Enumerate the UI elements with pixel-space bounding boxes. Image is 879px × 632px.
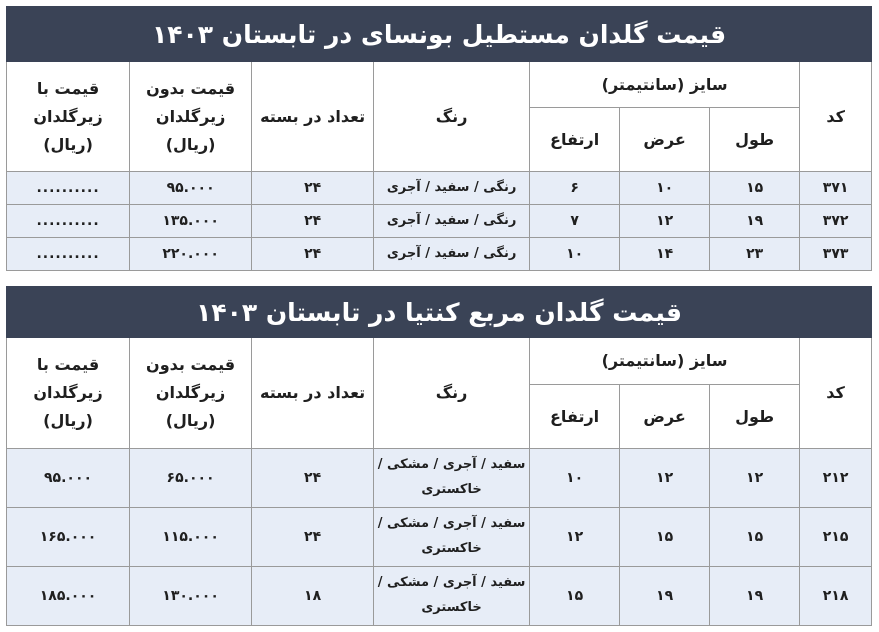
price-table-square-kentia bbox=[6, 286, 872, 626]
cell-price-without-saucer: ۱۱۵.۰۰۰ bbox=[130, 508, 252, 567]
cell-price-with-saucer: .......... bbox=[7, 238, 130, 271]
header-length: طول bbox=[710, 385, 800, 449]
header-height: ارتفاع bbox=[530, 385, 620, 449]
cell-count: ۲۴ bbox=[252, 238, 374, 271]
cell-code: ۳۷۲ bbox=[800, 205, 872, 238]
table-title: قیمت گلدان مستطیل بونسای در تابستان ۱۴۰۳ bbox=[7, 7, 872, 62]
table-row bbox=[7, 172, 872, 205]
header-price-with-saucer: قیمت با زیرگلدان (ریال) bbox=[7, 62, 130, 172]
cell-price-with-saucer: ۹۵.۰۰۰ bbox=[7, 449, 130, 508]
cell-length: ۲۳ bbox=[710, 238, 800, 271]
table-row bbox=[7, 449, 872, 508]
cell-count: ۱۸ bbox=[252, 567, 374, 626]
cell-code: ۲۱۸ bbox=[800, 567, 872, 626]
cell-price-without-saucer: ۶۵.۰۰۰ bbox=[130, 449, 252, 508]
table-row bbox=[7, 238, 872, 271]
cell-width: ۱۵ bbox=[620, 508, 710, 567]
cell-price-with-saucer: ۱۶۵.۰۰۰ bbox=[7, 508, 130, 567]
cell-code: ۲۱۵ bbox=[800, 508, 872, 567]
cell-length: ۱۵ bbox=[710, 172, 800, 205]
cell-count: ۲۴ bbox=[252, 172, 374, 205]
header-width: عرض bbox=[620, 385, 710, 449]
cell-price-without-saucer: ۹۵.۰۰۰ bbox=[130, 172, 252, 205]
table-row bbox=[7, 567, 872, 626]
cell-color: رنگی / سفید / آجری bbox=[374, 172, 530, 205]
cell-width: ۱۴ bbox=[620, 238, 710, 271]
cell-color: رنگی / سفید / آجری bbox=[374, 238, 530, 271]
header-size: سایز (سانتیمتر) bbox=[530, 338, 800, 385]
cell-height: ۷ bbox=[530, 205, 620, 238]
cell-price-without-saucer: ۱۳۵.۰۰۰ bbox=[130, 205, 252, 238]
cell-height: ۱۰ bbox=[530, 238, 620, 271]
cell-height: ۱۰ bbox=[530, 449, 620, 508]
cell-count: ۲۴ bbox=[252, 449, 374, 508]
header-count: تعداد در بسته bbox=[252, 62, 374, 172]
cell-price-with-saucer: ۱۸۵.۰۰۰ bbox=[7, 567, 130, 626]
cell-width: ۱۰ bbox=[620, 172, 710, 205]
cell-width: ۱۲ bbox=[620, 449, 710, 508]
table-row bbox=[7, 205, 872, 238]
cell-count: ۲۴ bbox=[252, 205, 374, 238]
cell-count: ۲۴ bbox=[252, 508, 374, 567]
cell-width: ۱۲ bbox=[620, 205, 710, 238]
cell-height: ۶ bbox=[530, 172, 620, 205]
cell-width: ۱۹ bbox=[620, 567, 710, 626]
header-color: رنگ bbox=[374, 62, 530, 172]
cell-color: سفید / آجری / مشکی / خاکستری bbox=[374, 449, 530, 508]
table-title: قیمت گلدان مربع کنتیا در تابستان ۱۴۰۳ bbox=[7, 287, 872, 338]
cell-code: ۲۱۲ bbox=[800, 449, 872, 508]
cell-color: رنگی / سفید / آجری bbox=[374, 205, 530, 238]
header-size: سایز (سانتیمتر) bbox=[530, 62, 800, 108]
table-row bbox=[7, 508, 872, 567]
cell-price-without-saucer: ۱۳۰.۰۰۰ bbox=[130, 567, 252, 626]
header-price-without-saucer: قیمت بدون زیرگلدان (ریال) bbox=[130, 338, 252, 449]
cell-price-with-saucer: .......... bbox=[7, 172, 130, 205]
cell-color: سفید / آجری / مشکی / خاکستری bbox=[374, 508, 530, 567]
header-code: کد bbox=[800, 338, 872, 449]
cell-color: سفید / آجری / مشکی / خاکستری bbox=[374, 567, 530, 626]
header-price-with-saucer: قیمت با زیرگلدان (ریال) bbox=[7, 338, 130, 449]
cell-code: ۳۷۳ bbox=[800, 238, 872, 271]
cell-length: ۱۹ bbox=[710, 205, 800, 238]
price-table-rectangular-bonsai bbox=[6, 6, 872, 271]
header-color: رنگ bbox=[374, 338, 530, 449]
cell-price-with-saucer: .......... bbox=[7, 205, 130, 238]
cell-length: ۱۹ bbox=[710, 567, 800, 626]
header-height: ارتفاع bbox=[530, 108, 620, 172]
header-price-without-saucer: قیمت بدون زیرگلدان (ریال) bbox=[130, 62, 252, 172]
cell-length: ۱۵ bbox=[710, 508, 800, 567]
header-length: طول bbox=[710, 108, 800, 172]
cell-length: ۱۲ bbox=[710, 449, 800, 508]
header-count: تعداد در بسته bbox=[252, 338, 374, 449]
cell-price-without-saucer: ۲۲۰.۰۰۰ bbox=[130, 238, 252, 271]
header-width: عرض bbox=[620, 108, 710, 172]
cell-code: ۳۷۱ bbox=[800, 172, 872, 205]
cell-height: ۱۵ bbox=[530, 567, 620, 626]
header-code: کد bbox=[800, 62, 872, 172]
cell-height: ۱۲ bbox=[530, 508, 620, 567]
